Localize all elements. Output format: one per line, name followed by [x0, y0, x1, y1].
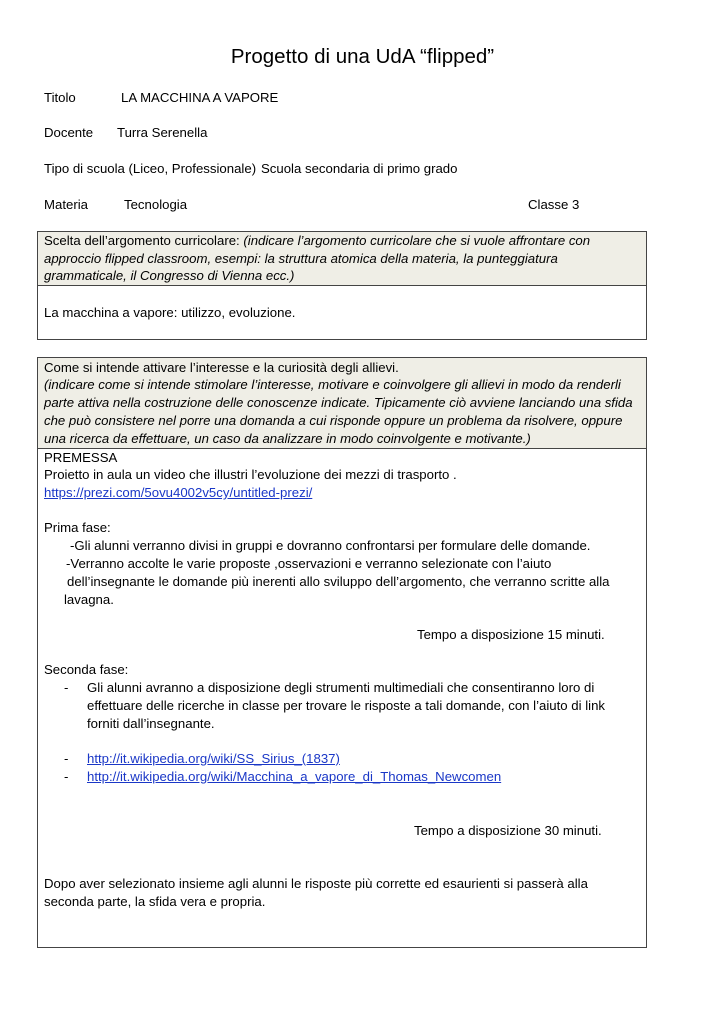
- section1-heading: [44, 233, 590, 248]
- section2-heading: Come si intende attivare l’interesse e la curiosità degli allievi.: [44, 360, 399, 375]
- seconda-fase-line-3: forniti dall’insegnante.: [87, 716, 215, 731]
- link-1-line: [87, 751, 340, 766]
- section1-heading-italic-1: (indicare l’argomento curricolare che si vuole affrontare con: [243, 233, 591, 248]
- scuola-value: Scuola secondaria di primo grado: [261, 161, 458, 176]
- prezi-link-line: [44, 485, 312, 500]
- classe-value: Classe 3: [528, 197, 580, 212]
- premessa-heading: PREMESSA: [44, 450, 118, 465]
- titolo-value: LA MACCHINA A VAPORE: [121, 90, 279, 105]
- link-2-bullet: -: [64, 769, 69, 784]
- section2-heading-italic-1: (indicare come si intende stimolare l’interesse, motivare e coinvolgere gli allievi in modo da renderli: [44, 377, 621, 392]
- seconda-fase-heading: Seconda fase:: [44, 662, 129, 677]
- link-1-bullet: -: [64, 751, 69, 766]
- prima-fase-line-4: lavagna.: [64, 592, 114, 607]
- prima-fase-line-3: dell’insegnante le domande più inerenti allo sviluppo dell’argomento, che verranno scritte alla: [67, 574, 610, 589]
- seconda-fase-line-1: Gli alunni avranno a disposizione degli strumenti multimediali che consentiranno loro di: [87, 680, 595, 695]
- prima-fase-line-2: -Verranno accolte le varie proposte ,osservazioni e verranno selezionate con l’aiuto: [66, 556, 552, 571]
- tempo-seconda-fase: Tempo a disposizione 30 minuti.: [414, 823, 602, 838]
- docente-label: Docente: [44, 125, 94, 140]
- seconda-fase-line-2: effettuare delle ricerche in classe per trovare le risposte a tali domande, con l’aiuto di link: [87, 698, 606, 713]
- finale-line-1: Dopo aver selezionato insieme agli alunni le risposte più corrette ed esaurienti si passerà alla: [44, 876, 588, 891]
- section1-heading-prefix: Scelta dell’argomento curricolare:: [44, 233, 244, 248]
- docente-value: Turra Serenella: [117, 125, 208, 140]
- section1-heading-italic-3: grammaticale, il Congresso di Vienna ecc.): [44, 268, 295, 283]
- materia-value: Tecnologia: [124, 197, 188, 212]
- titolo-label: Titolo: [44, 90, 76, 105]
- section1-heading-italic-2: approccio flipped classroom, esempi: la struttura atomica della materia, la punteggiatura: [44, 251, 558, 266]
- prezi-link[interactable]: https://prezi.com/5ovu4002v5cy/untitled-prezi/: [44, 485, 313, 500]
- wikipedia-newcomen-link[interactable]: http://it.wikipedia.org/wiki/Macchina_a_vapore_di_Thomas_Newcomen: [87, 769, 502, 784]
- premessa-text: Proietto in aula un video che illustri l’evoluzione dei mezzi di trasporto .: [44, 467, 457, 482]
- materia-label: Materia: [44, 197, 88, 212]
- tempo-prima-fase: Tempo a disposizione 15 minuti.: [417, 627, 605, 642]
- seconda-fase-bullet: -: [64, 680, 69, 695]
- scuola-label: Tipo di scuola (Liceo, Professionale): [44, 161, 257, 176]
- wikipedia-sirius-link[interactable]: http://it.wikipedia.org/wiki/SS_Sirius_(1837): [87, 751, 340, 766]
- section1-body: La macchina a vapore: utilizzo, evoluzione.: [44, 305, 296, 320]
- page-title: Progetto di una UdA “flipped”: [230, 45, 495, 68]
- prima-fase-line-1: -Gli alunni verranno divisi in gruppi e dovranno confrontarsi per formulare delle domande.: [70, 538, 591, 553]
- section2-heading-italic-3: che può consistere nel porre una domanda a cui risponde oppure un problema da risolvere, oppure: [44, 413, 623, 428]
- link-2-line: [87, 769, 501, 784]
- section2-heading-italic-4: una ricerca da effettuare, un caso da analizzare in modo coinvolgente e motivante.): [44, 431, 531, 446]
- section2-heading-italic-2: parte attiva nella costruzione delle conoscenze indicate. Tipicamente ciò avviene lanciando una sfida: [44, 395, 633, 410]
- prima-fase-heading: Prima fase:: [44, 520, 111, 535]
- finale-line-2: seconda parte, la sfida vera e propria.: [44, 894, 266, 909]
